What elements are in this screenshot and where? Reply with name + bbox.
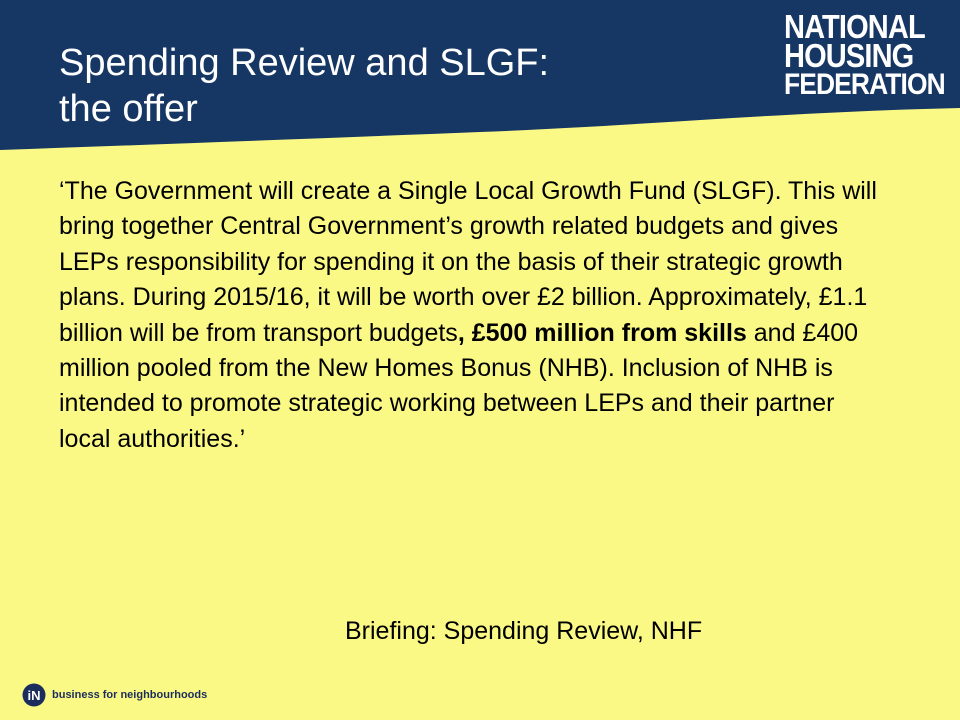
slide-title-line-1: Spending Review and SLGF: bbox=[59, 42, 550, 84]
quote-part-2: and £400 million pooled from the New Homes Bonus (NHB). Inclusion of NHB is intended to promote strategic working between LEPs and their partner local authorities.’ bbox=[59, 318, 859, 453]
slide-title-line-2: the offer bbox=[59, 88, 198, 130]
logo-line-1: NATIONAL bbox=[784, 8, 925, 45]
in-circle-icon bbox=[22, 678, 48, 708]
logo-line-2: HOUSING bbox=[784, 37, 914, 74]
attribution-text: Briefing: Spending Review, NHF bbox=[345, 617, 703, 645]
quote-text bbox=[59, 174, 889, 457]
footer-icon-text: iN bbox=[27, 688, 41, 703]
logo-line-3: FEDERATION bbox=[784, 68, 945, 101]
footer-tagline: business for neighbourhoods bbox=[52, 689, 208, 701]
footer-logo bbox=[22, 677, 207, 709]
quote-part-1: ‘The Government will create a Single Local Growth Fund (SLGF). This will bring together Central Government’s growth related budgets and gives LEPs responsibility for spending it on the basis of their strategic growth plans. During 2015/16, it will be worth over £2 billion. Approximately, £1.1 billion will be from transport budgets bbox=[59, 177, 877, 347]
quote-bold-part: , £500 million from skills bbox=[457, 318, 747, 347]
slide-title bbox=[59, 40, 699, 132]
national-housing-federation-logo bbox=[784, 8, 954, 101]
